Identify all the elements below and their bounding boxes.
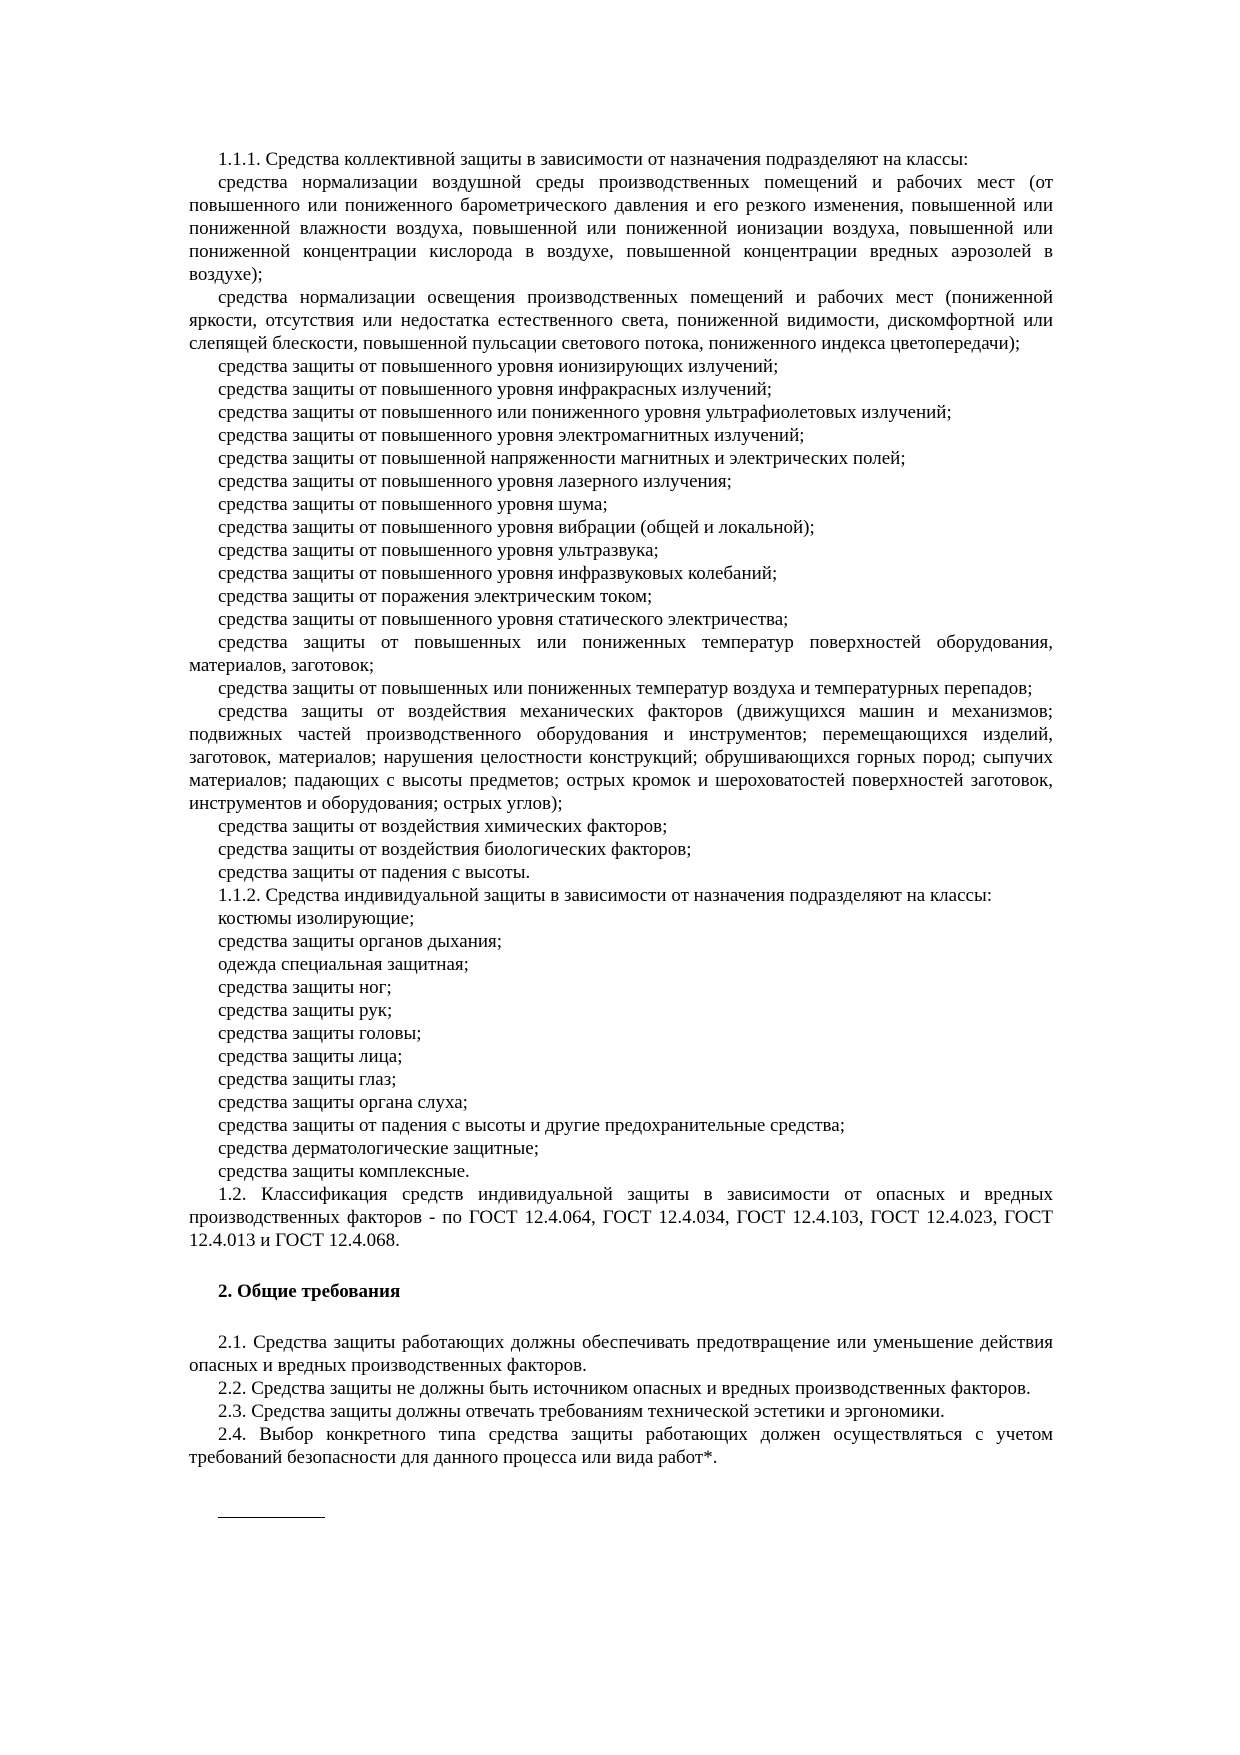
list-item-mechanical-factors: средства защиты от воздействия механических факторов (движущихся машин и механизмов; подвижных частей производственного оборудования и инструментов; перемещающихся изделий, заготовок, материалов; нарушения целостности конструкций; обрушивающихся горных пород; сыпучих материалов; падающих с высоты предметов; острых кромок и шероховатостей поверхностей заготовок, инструментов и оборудования; острых углов);: [189, 701, 1053, 814]
paragraph-1-2: 1.2. Классификация средств индивидуальной защиты в зависимости от опасных и вредных производственных факторов - по ГОСТ 12.4.064, ГОСТ 12.4.034, ГОСТ 12.4.103, ГОСТ 12.4.023, ГОСТ 12.4.013 и ГОСТ 12.4.068.: [189, 1184, 1053, 1251]
list-item-fall-from-height: средства защиты от падения с высоты.: [218, 862, 531, 883]
document-page: [189, 148, 1053, 1518]
list-item-head: средства защиты головы;: [218, 1023, 422, 1044]
list-item-ultraviolet: средства защиты от повышенного или пониженного уровня ультрафиолетовых излучений;: [218, 402, 952, 423]
list-item-laser: средства защиты от повышенного уровня лазерного излучения;: [218, 471, 732, 492]
paragraph-2-4: 2.4. Выбор конкретного типа средства защиты работающих должен осуществляться с учетом требований безопасности для данного процесса или вида работ*.: [189, 1424, 1053, 1468]
list-item-ionizing-radiation: средства защиты от повышенного уровня ионизирующих излучений;: [218, 356, 779, 377]
list-item-fall-protection: средства защиты от падения с высоты и другие предохранительные средства;: [218, 1115, 845, 1136]
section-2-heading: 2. Общие требования: [218, 1281, 401, 1302]
footnote-separator: [218, 1517, 325, 1518]
paragraph-2-3: 2.3. Средства защиты должны отвечать требованиям технической эстетики и эргономики.: [218, 1401, 945, 1422]
list-item-infrasound: средства защиты от повышенного уровня инфразвуковых колебаний;: [218, 563, 778, 584]
list-item-vibration: средства защиты от повышенного уровня вибрации (общей и локальной);: [218, 517, 815, 538]
list-item-complex: средства защиты комплексные.: [218, 1161, 470, 1182]
list-item-magnetic-electric-fields: средства защиты от повышенной напряженности магнитных и электрических полей;: [218, 448, 906, 469]
list-item-feet: средства защиты ног;: [218, 977, 392, 998]
list-item-isolating-suits: костюмы изолирующие;: [218, 908, 415, 929]
list-item-face: средства защиты лица;: [218, 1046, 403, 1067]
list-item-noise: средства защиты от повышенного уровня шума;: [218, 494, 608, 515]
list-item-air-temperature: средства защиты от повышенных или пониженных температур воздуха и температурных перепадов;: [218, 678, 1033, 699]
list-item-ultrasound: средства защиты от повышенного уровня ультразвука;: [218, 540, 659, 561]
list-item-air-environment: средства нормализации воздушной среды производственных помещений и рабочих мест (от повышенного или пониженного барометрического давления и его резкого изменения, повышенной или пониженной влажности воздуха, повышенной или пониженной ионизации воздуха, повышенной или пониженной концентрации кислорода в воздухе, повышенной концентрации вредных аэрозолей в воздухе);: [189, 172, 1053, 285]
list-item-surface-temperature: средства защиты от повышенных или пониженных температур поверхностей оборудования, материалов, заготовок;: [189, 632, 1053, 676]
list-item-biological-factors: средства защиты от воздействия биологических факторов;: [218, 839, 692, 860]
list-item-hearing: средства защиты органа слуха;: [218, 1092, 468, 1113]
list-item-special-clothing: одежда специальная защитная;: [218, 954, 469, 975]
paragraph-2-2: 2.2. Средства защиты не должны быть источником опасных и вредных производственных факторов.: [218, 1378, 1031, 1399]
section-2-body: [189, 1331, 1053, 1469]
section-1-body: [189, 148, 1053, 1252]
list-item-lighting: средства нормализации освещения производственных помещений и рабочих мест (пониженной яркости, отсутствия или недостатка естественного света, пониженной видимости, дискомфортной или слепящей блескости, повышенной пульсации светового потока, пониженного индекса цветопередачи);: [189, 287, 1053, 354]
paragraph-2-1: 2.1. Средства защиты работающих должны обеспечивать предотвращение или уменьшение действия опасных и вредных производственных факторов.: [189, 1332, 1053, 1376]
list-item-electric-shock: средства защиты от поражения электрическим током;: [218, 586, 653, 607]
list-item-static-electricity: средства защиты от повышенного уровня статического электричества;: [218, 609, 789, 630]
list-item-electromagnetic: средства защиты от повышенного уровня электромагнитных излучений;: [218, 425, 805, 446]
list-item-eyes: средства защиты глаз;: [218, 1069, 397, 1090]
list-item-hands: средства защиты рук;: [218, 1000, 393, 1021]
list-item-respiratory: средства защиты органов дыхания;: [218, 931, 503, 952]
list-item-chemical-factors: средства защиты от воздействия химических факторов;: [218, 816, 668, 837]
paragraph-1-1-2: 1.1.2. Средства индивидуальной защиты в зависимости от назначения подразделяют на классы:: [218, 885, 992, 906]
list-item-dermatological: средства дерматологические защитные;: [218, 1138, 539, 1159]
paragraph-1-1-1: 1.1.1. Средства коллективной защиты в зависимости от назначения подразделяют на классы:: [218, 149, 969, 170]
list-item-infrared: средства защиты от повышенного уровня инфракрасных излучений;: [218, 379, 773, 400]
